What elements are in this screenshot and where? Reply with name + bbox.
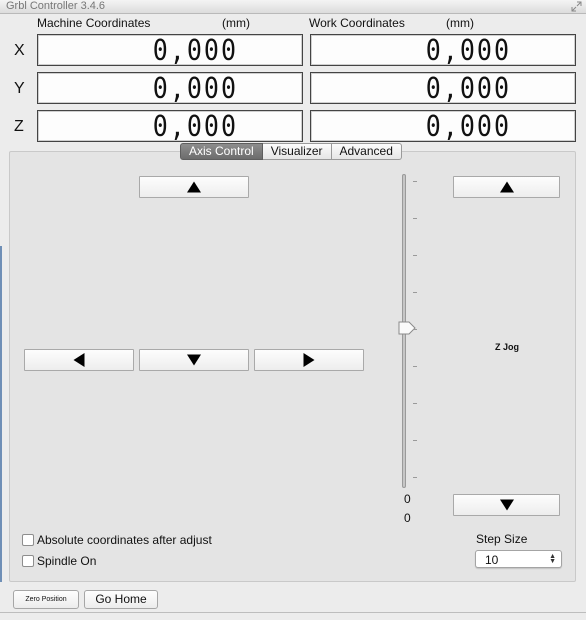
z-jog-label: Z Jog (495, 342, 519, 352)
machine-z-display (37, 110, 303, 142)
work-unit-label: (mm) (446, 16, 474, 30)
spindle-on-checkbox[interactable] (22, 554, 96, 568)
jog-z-minus-button[interactable] (453, 494, 560, 516)
absolute-coordinates-checkbox[interactable] (22, 533, 212, 547)
jog-z-plus-button[interactable] (453, 176, 560, 198)
arrow-right-icon (304, 353, 315, 367)
slider-max-label: 0 (404, 492, 411, 506)
machine-y-value: 0,000 (152, 71, 238, 106)
slider-tick (413, 403, 417, 404)
machine-x-value: 0,000 (152, 33, 238, 68)
jog-y-minus-button[interactable] (139, 349, 249, 371)
tab-advanced[interactable]: Advanced (332, 143, 402, 160)
bottom-divider (0, 612, 586, 613)
z-step-slider-handle[interactable] (398, 321, 416, 335)
jog-x-minus-button[interactable] (24, 349, 134, 371)
zero-position-button[interactable]: Zero Position (13, 590, 79, 609)
tab-axis-control[interactable]: Axis Control (180, 143, 263, 160)
machine-x-display (37, 34, 303, 66)
axis-label-y: Y (14, 80, 25, 97)
slider-tick (413, 440, 417, 441)
step-size-select[interactable] (475, 550, 562, 568)
slider-tick (413, 329, 417, 330)
machine-coordinates-header: Machine Coordinates (37, 16, 151, 30)
tab-bar (180, 143, 402, 160)
machine-y-display (37, 72, 303, 104)
work-x-value: 0,000 (425, 33, 511, 68)
window-title: Grbl Controller 3.4.6 (6, 0, 106, 12)
work-y-display (310, 72, 576, 104)
slider-tick (413, 477, 417, 478)
slider-value-label: 0 (404, 511, 411, 525)
work-x-display (310, 34, 576, 66)
slider-tick (413, 366, 417, 367)
window-edge-accent (0, 246, 2, 582)
jog-x-plus-button[interactable] (254, 349, 364, 371)
slider-tick (413, 292, 417, 293)
work-z-display (310, 110, 576, 142)
axis-label-z: Z (14, 118, 24, 135)
arrow-down-icon (500, 500, 514, 511)
resize-icon[interactable] (571, 1, 582, 12)
arrow-left-icon (74, 353, 85, 367)
checkbox-box[interactable] (22, 555, 34, 567)
work-y-value: 0,000 (425, 71, 511, 106)
machine-z-value: 0,000 (152, 109, 238, 144)
work-z-value: 0,000 (425, 109, 511, 144)
checkbox-box[interactable] (22, 534, 34, 546)
select-arrows-icon: ▲ ▼ (549, 553, 556, 565)
step-size-value: 10 (485, 553, 499, 567)
work-coordinates-header: Work Coordinates (309, 16, 405, 30)
axis-label-x: X (14, 42, 25, 59)
slider-tick (413, 218, 417, 219)
absolute-coordinates-label: Absolute coordinates after adjust (37, 533, 212, 547)
go-home-button[interactable]: Go Home (84, 590, 158, 609)
jog-y-plus-button[interactable] (139, 176, 249, 198)
machine-unit-label: (mm) (222, 16, 250, 30)
arrow-up-icon (187, 182, 201, 193)
arrow-down-icon (187, 355, 201, 366)
spindle-on-label: Spindle On (37, 554, 97, 568)
title-bar (0, 0, 586, 14)
slider-tick (413, 255, 417, 256)
step-size-label: Step Size (476, 532, 528, 546)
slider-tick (413, 181, 417, 182)
tab-visualizer[interactable]: Visualizer (263, 143, 332, 160)
arrow-up-icon (500, 182, 514, 193)
